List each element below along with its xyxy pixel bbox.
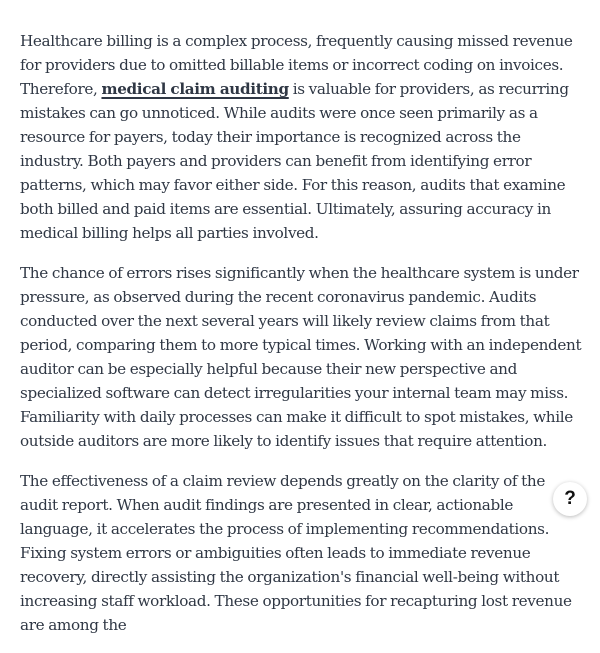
paragraph-intro [20, 29, 582, 245]
paragraph-intro-text-before: Healthcare billing is a complex process, frequently causing missed revenue for providers due to omitted billable items or incorrect coding on invoices. Therefore, [20, 32, 573, 98]
medical-claim-auditing-link[interactable]: medical claim auditing [101, 80, 289, 98]
paragraph-intro-text-after: is valuable for providers, as recurring mistakes can go unnoticed. While audits were once seen primarily as a resource for payers, today their importance is recognized across the industry. Both payers and providers can benefit from identifying error patterns, which may favor either side. For this reason, audits that examine both billed and paid items are essential. Ultimately, assuring accuracy in medical billing helps all parties involved. [20, 80, 569, 242]
paragraph-pandemic: The chance of errors rises significantly when the healthcare system is under pressure, as observed during the recent coronavirus pandemic. Audits conducted over the next several years will likely review claims from that period, comparing them to more typical times. Working with an independent auditor can be especially helpful because their new perspective and specialized software can detect irregularities your internal team may miss. Familiarity with daily processes can make it difficult to spot mistakes, while outside auditors are more likely to identify issues that require attention. [20, 264, 582, 450]
paragraph-audit-report: The effectiveness of a claim review depends greatly on the clarity of the audit report. When audit findings are presented in clear, actionable language, it accelerates the process of implementing recommendations. Fixing system errors or ambiguities often leads to immediate revenue recovery, directly assisting the organization's financial well-being without increasing staff workload. These opportunities for recapturing lost revenue are among the [20, 472, 572, 634]
article-body [20, 29, 582, 653]
help-button[interactable] [553, 482, 587, 516]
question-mark-icon: ? [564, 488, 576, 509]
